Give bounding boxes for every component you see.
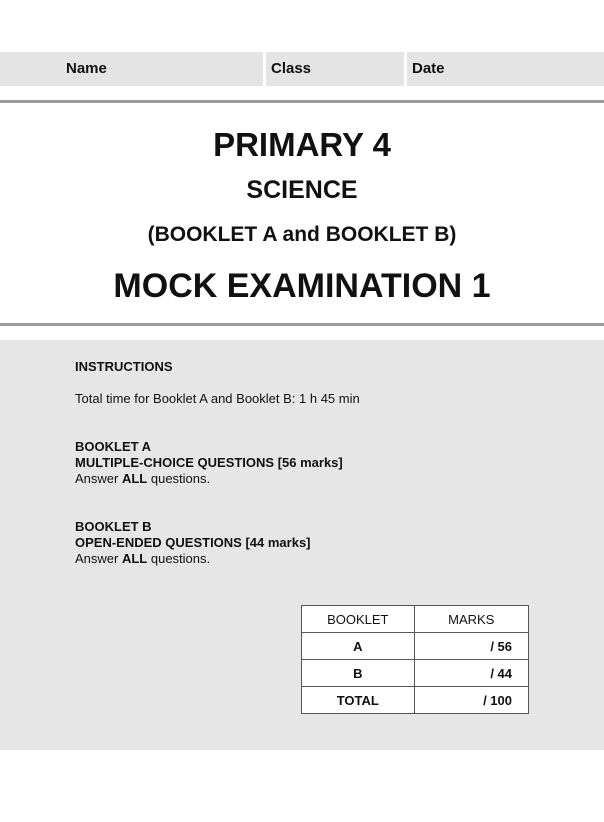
booklet-a-answer-suffix: questions.: [147, 471, 211, 486]
class-label: Class: [271, 60, 312, 77]
booklet-title: (BOOKLET A and BOOKLET B): [147, 223, 457, 246]
date-label: Date: [412, 60, 445, 77]
booklet-b-answer-emphasis: ALL: [121, 551, 148, 566]
table-row: [302, 633, 529, 660]
booklet-a-answer: [75, 471, 210, 487]
title-block: [0, 103, 604, 323]
booklet-column-header: BOOKLET: [302, 606, 415, 633]
marks-column-header: MARKS: [414, 606, 528, 633]
booklet-a-subtitle: MULTIPLE-CHOICE QUESTIONS [56 marks]: [75, 455, 343, 470]
booklet-b-answer-prefix: Answer: [75, 551, 122, 566]
total-time-text: Total time for Booklet A and Booklet B: 1 h 45 min: [75, 391, 360, 406]
subject-title: SCIENCE: [246, 176, 358, 204]
level-title: PRIMARY 4: [213, 126, 391, 163]
booklet-b-answer-suffix: questions.: [147, 551, 211, 566]
marks-table-header-row: [302, 606, 529, 633]
marks-cell[interactable]: / 44: [414, 660, 528, 687]
booklet-a-answer-prefix: Answer: [75, 471, 122, 486]
name-label: Name: [66, 60, 107, 77]
marks-cell[interactable]: / 100: [414, 687, 528, 714]
booklet-b-title: BOOKLET B: [75, 519, 152, 534]
marks-table: [301, 605, 529, 714]
date-field[interactable]: [407, 52, 604, 86]
booklet-b-subtitle: OPEN-ENDED QUESTIONS [44 marks]: [75, 535, 311, 550]
instructions-heading: INSTRUCTIONS: [75, 359, 173, 374]
booklet-a-title: BOOKLET A: [75, 439, 152, 454]
booklet-cell: A: [302, 633, 415, 660]
name-field[interactable]: [0, 52, 263, 86]
booklet-cell: B: [302, 660, 415, 687]
table-row: [302, 687, 529, 714]
exam-title: MOCK EXAMINATION 1: [113, 267, 491, 305]
class-field[interactable]: [266, 52, 404, 86]
table-row: [302, 660, 529, 687]
marks-cell[interactable]: / 56: [414, 633, 528, 660]
instructions-panel: [0, 340, 604, 750]
bottom-divider: [0, 323, 604, 326]
booklet-cell: TOTAL: [302, 687, 415, 714]
student-info-bar: [0, 52, 604, 86]
booklet-a-answer-emphasis: ALL: [121, 471, 148, 486]
booklet-b-answer: [75, 551, 210, 567]
